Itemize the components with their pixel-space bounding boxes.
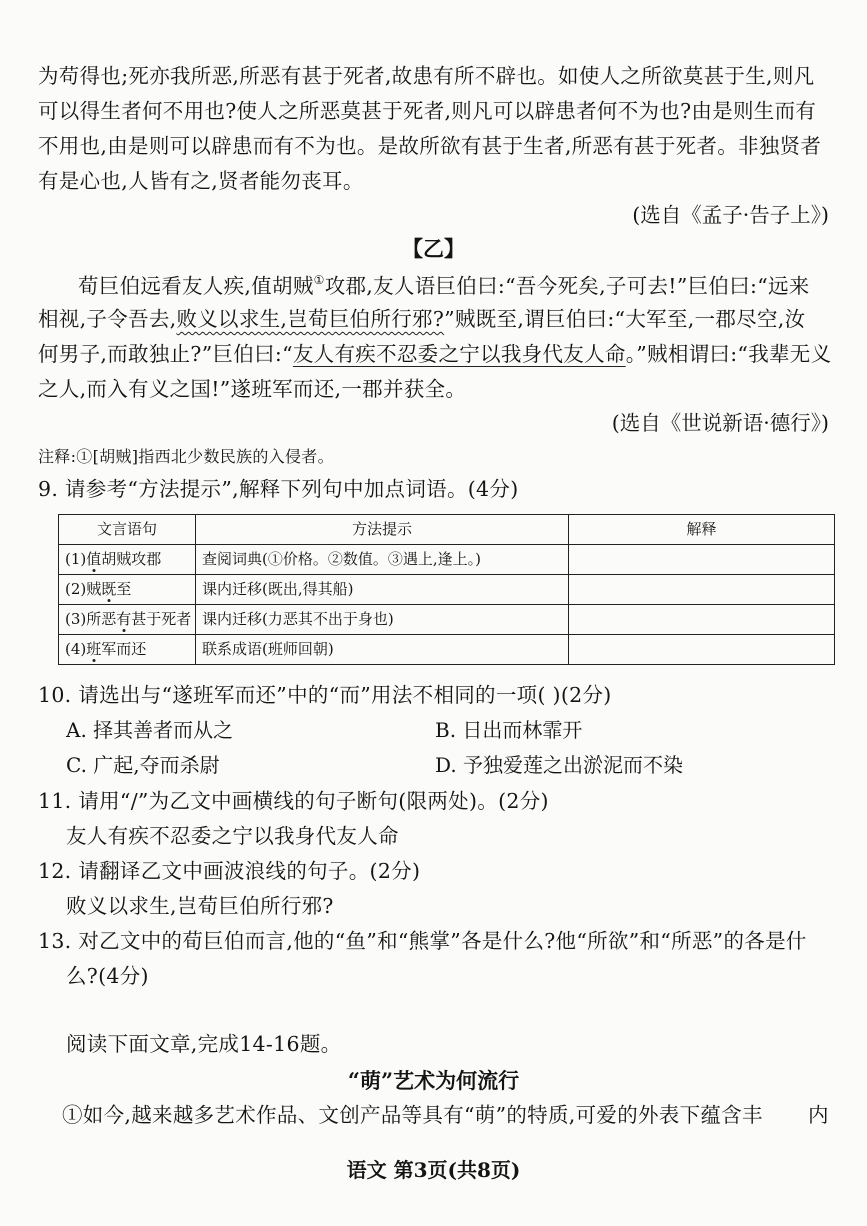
table-row (59, 545, 835, 575)
table-row (59, 605, 835, 635)
sentence-cell: (1)值胡贼攻郡 (59, 545, 196, 575)
passage-a-line-1: 为苟得也;死亦我所恶,所恶有甚于死者,故患有所不辟也。如使人之所欲莫甚于生,则凡 (38, 64, 815, 88)
question-11-title: 11. 请用“/”为乙文中画横线的句子断句(限两处)。(2分) (38, 789, 549, 813)
passage-b-text: 荀巨伯远看友人疾,值胡贼 (78, 274, 314, 298)
passage-b-source: (选自《世说新语·德行》) (611, 411, 829, 435)
article-paragraph-1: ①如今,越来越多艺术作品、文创产品等具有“萌”的特质,可爱的外表下蕴含丰 (62, 1103, 763, 1127)
passage-b-text: ”贼既至,谓巨伯曰:“大军至,一郡尽空,汝 (444, 307, 806, 331)
header-sentence: 文言语句 (59, 515, 196, 545)
dotted-word: 值 (86, 550, 102, 568)
reading-intro: 阅读下面文章,完成14-16题。 (66, 1032, 342, 1056)
passage-b-text: 。”贼相谓曰:“我辈无义 (625, 342, 832, 366)
passage-b-text: 何男子,而敢独止?”巨伯曰:“ (38, 342, 293, 366)
passage-a-line-4: 有是心也,人皆有之,贤者能勿丧耳。 (38, 169, 364, 193)
table-row (59, 575, 835, 605)
table-row (59, 635, 835, 665)
passage-a-line-2: 可以得生者何不用也?使人之所恶莫甚于死者,则凡可以辟患者何不为也?由是则生而有 (38, 99, 817, 123)
hint-cell: 联系成语(班师回朝) (196, 635, 569, 665)
underlined-sentence: 友人有疾不忍委之宁以我身代友人命 (292, 342, 626, 366)
passage-b-line-3 (38, 344, 831, 365)
footnote-marker: ① (313, 273, 325, 287)
passage-a-source: (选自《孟子·告子上》) (632, 203, 829, 227)
option-d[interactable]: D. 予独爱莲之出淤泥而不染 (435, 753, 684, 777)
passage-b-text: 相视,子令吾去, (38, 307, 177, 331)
article-paragraph-1-tail: 内 (808, 1103, 829, 1127)
question-13-line-2: 么?(4分) (66, 964, 149, 988)
passage-b-line-2 (38, 309, 805, 330)
option-b[interactable]: B. 日出而林霏开 (435, 718, 583, 742)
option-a[interactable]: A. 择其善者而从之 (66, 718, 234, 742)
sentence-cell: (4)班军而还 (59, 635, 196, 665)
question-11-sentence: 友人有疾不忍委之宁以我身代友人命 (66, 824, 399, 848)
wavy-underlined-sentence: 败义以求生,岂荀巨伯所行邪? (176, 307, 445, 331)
answer-cell[interactable] (569, 635, 835, 665)
answer-cell[interactable] (569, 545, 835, 575)
passage-b-line-4: 之人,而入有义之国!”遂班军而还,一郡并获全。 (38, 377, 467, 401)
passage-b-line-1 (78, 274, 810, 297)
page-footer: 语文 第3页(共8页) (346, 1158, 521, 1182)
option-c[interactable]: C. 广起,夺而杀尉 (66, 753, 220, 777)
table-header-row (59, 515, 835, 545)
hint-cell: 课内迁移(力恶其不出于身也) (196, 605, 569, 635)
header-method: 方法提示 (196, 515, 569, 545)
question-12-title: 12. 请翻译乙文中画波浪线的句子。(2分) (38, 859, 421, 883)
header-answer: 解释 (569, 515, 835, 545)
hint-cell: 查阅词典(①价格。②数值。③遇上,逢上。) (196, 545, 569, 575)
question-13-line-1: 13. 对乙文中的荀巨伯而言,他的“鱼”和“熊掌”各是什么?他“所欲”和“所恶”的各是什 (38, 929, 807, 953)
question-9-title: 9. 请参考“方法提示”,解释下列句中加点词语。(4分) (38, 477, 519, 501)
method-table (58, 514, 835, 665)
passage-b-text: 攻郡,友人语巨伯曰:“吾今死矣,子可去!”巨伯曰:“远来 (324, 274, 810, 298)
hint-cell: 课内迁移(既出,得其船) (196, 575, 569, 605)
dotted-word: 既 (101, 580, 117, 598)
dotted-word: 有 (116, 610, 132, 628)
passage-b-heading: 【乙】 (402, 236, 465, 261)
answer-cell[interactable] (569, 605, 835, 635)
footnote: 注释:①[胡贼]指西北少数民族的入侵者。 (38, 447, 334, 466)
passage-a-line-3: 不用也,由是则可以辟患而有不为也。是故所欲有甚于生者,所恶有甚于死者。非独贤者 (38, 134, 822, 158)
dotted-word: 班 (86, 640, 102, 658)
question-10-title: 10. 请选出与“遂班军而还”中的“而”用法不相同的一项( )(2分) (38, 683, 612, 707)
sentence-cell: (2)贼既至 (59, 575, 196, 605)
question-12-sentence: 败义以求生,岂荀巨伯所行邪? (66, 894, 334, 918)
answer-cell[interactable] (569, 575, 835, 605)
article-title: “萌”艺术为何流行 (347, 1068, 520, 1093)
sentence-cell: (3)所恶有甚于死者 (59, 605, 196, 635)
